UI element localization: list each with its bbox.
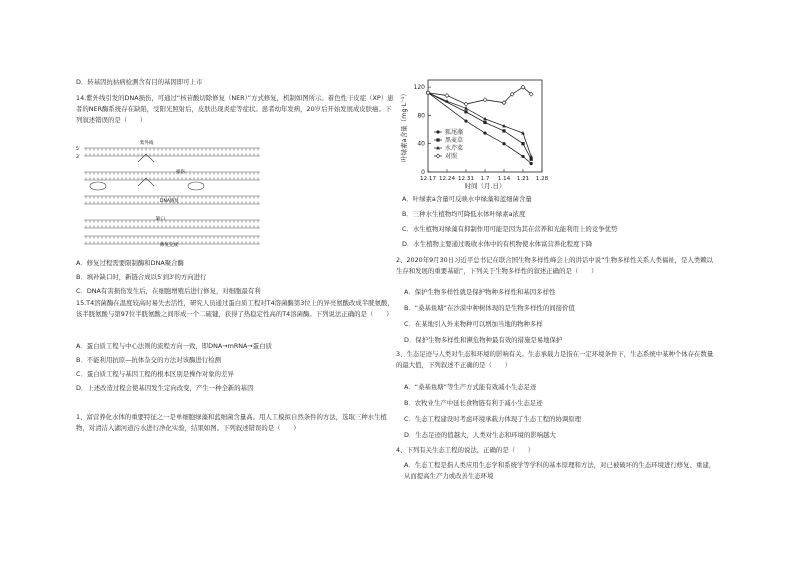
chlorophyll-chart xyxy=(394,72,554,192)
q15-option-b: B．不能利用抗原—抗体杂交的方法对该酶进行检测 xyxy=(76,356,221,364)
lesion-label: 损伤 xyxy=(176,170,185,175)
x-tick-label: 12.31 xyxy=(457,176,475,182)
repair-label: DNA修复 xyxy=(160,199,179,204)
enzyme-blob-left xyxy=(90,182,106,190)
ner-repair-diagram xyxy=(76,140,266,252)
data-point xyxy=(521,142,524,145)
x-tick-label: 1.14 xyxy=(497,176,511,182)
repair-complete-label: 修复完成 xyxy=(160,243,178,248)
data-point xyxy=(530,158,533,161)
q3-option-a: A．“桑基鱼塘”等生产方式能有效减小生态足迹 xyxy=(404,383,537,391)
q1-option-a: A．叶绿素a含量可反映水中绿藻和蓝细菌含量 xyxy=(402,195,532,203)
data-point xyxy=(530,162,533,165)
dna-strand-group xyxy=(84,148,260,244)
legend-label: 狐尾藻 xyxy=(445,129,464,136)
series-line xyxy=(428,93,531,157)
question-3-stem: 3、生态足迹与人类对生态和环境的影响有关。生态承载力是指在一定环境条件下，生态系统中某种个体存在数量的最大值，下列叙述不正确的是（ ） xyxy=(396,350,714,369)
y-tick-label: 80 xyxy=(417,112,425,120)
legend-label: 对照 xyxy=(445,153,458,160)
question-2-stem: 2、2020年9月30日习近平总书记在联合国生物多样性峰会上的讲话中说“生物多样性关系人类福祉，是人类赖以生存和发展的重要基础”，下列关于生物多样性的叙述正确的是（ ） xyxy=(396,256,714,275)
series-line xyxy=(428,87,531,104)
q15-option-c: C．蛋白质工程与基因工程的根本区别是操作对象的差异 xyxy=(76,370,234,378)
question-14-stem: 14.紫外线引发的DNA损伤，可通过“核苷酸切除修复（NER）”方式修复，机制如图所示。着色性干皮症（XP）患者的NER酶系统存在缺陷，受阳光照射后，皮肤出现炎症等症状。患者幼年发病，20岁后开始发展成皮肤癌。下列叙述错误的是（ ） xyxy=(76,94,394,124)
q14-option-a: A．修复过程需要限制酶和DNA聚合酶 xyxy=(76,259,184,267)
series-line xyxy=(428,93,531,160)
enzyme-blob-right xyxy=(188,182,204,190)
data-point xyxy=(436,138,439,141)
data-point xyxy=(464,102,468,106)
data-point xyxy=(464,119,467,122)
q14-option-b: B．填补缺口时，新链合成以5′到3′的方向进行 xyxy=(76,273,207,281)
q3-option-c: C．生态工程建设时考虑环境承载力体现了生态工程的协调原理 xyxy=(404,415,582,423)
q1-option-d: D．水生植物主要通过吸收水体中的有机物使水体富营养化程度下降 xyxy=(402,240,593,248)
q3-option-b: B．农牧业生产中延长食物链有利于减小生态足迹 xyxy=(404,399,543,407)
data-point xyxy=(502,142,505,145)
x-tick-label: 1.7 xyxy=(480,176,490,182)
x-tick-label: 12.17 xyxy=(419,176,437,182)
data-point xyxy=(483,131,486,134)
uv-damage-label: 紫外线 xyxy=(140,141,154,146)
series-line xyxy=(428,93,531,164)
question-15-stem: 15.T4溶菌酶在温度较高时易失去活性，研究人员通过蛋白质工程对T4溶菌酶第3位上的异亮氨酸改成半胱氨酸，该半胱氨酸与第97位半胱氨酸之间形成一个二硫键，获得了热稳定性高的T4溶菌酶。下列说法正确的是（ ） xyxy=(76,299,394,318)
dna-5-prime-label: 5′ xyxy=(76,147,80,152)
x-tick-label: 1.28 xyxy=(535,176,549,182)
q4-option-a: A．生态工程是指人类应用生态学和系统学等学科的基本原理和方法，对已被破坏的生态环境进行修复、重建，从而提高生产力或改善生态环境 xyxy=(404,461,716,480)
q2-option-c: C．在某地引入外来物种可以增加当地的物种多样 xyxy=(404,320,543,328)
gap-label: 缺口 xyxy=(156,217,165,222)
q15-option-d: D．上述改造过程会使基因发生定向改变，产生一种全新的基因 xyxy=(76,384,254,392)
prev-option-d: D．转基因抗枯病检测含有目的基因即可上市 xyxy=(76,78,203,86)
question-4-stem: 4、下列有关生态工程的说法，正确的是（ ） xyxy=(396,446,535,454)
legend-label: 黑麦草 xyxy=(445,137,464,144)
data-point xyxy=(436,130,439,133)
q1-option-c: C．水生植物对绿藻有抑制作用可能是因为其在营养和光能利用上的竞争优势 xyxy=(402,225,618,233)
x-axis-label: 时间（月.日） xyxy=(464,182,506,190)
q14-option-c: C．DNA有害损伤发生后，在细胞增殖后进行修复，对细胞最有利 xyxy=(76,287,261,295)
q15-option-a: A．蛋白质工程与中心法则的流程方向一致，即DNA→mRNA→蛋白质 xyxy=(76,342,272,350)
q2-option-a: A．保护生物多样性就是保护物种多样性和基因多样性 xyxy=(404,288,556,296)
question-1-stem: 1、富营养化水体的重要特征之一是单细胞绿藻和蓝细菌含量高。用人工模拟自然条件的方法，选取三种水生植物，对清洁入湖河道污水进行净化实验，结果如图。下列叙述错误的是（ ） xyxy=(76,413,387,432)
x-tick-label: 1.21 xyxy=(516,176,530,182)
dna-3-prime-label: 3′ xyxy=(76,155,80,160)
y-tick-label: 0 xyxy=(421,169,425,176)
data-point xyxy=(502,129,505,132)
data-point xyxy=(464,110,467,113)
data-point xyxy=(483,98,487,102)
q2-option-d: D．保护生物多样性和濒危物种最有效的措施是易地保护 xyxy=(404,336,563,344)
legend-label: 水芹菜 xyxy=(445,145,464,152)
data-point xyxy=(483,121,486,124)
q1-option-b: B．三种水生植物均可降低水体叶绿素a浓度 xyxy=(402,210,526,218)
y-tick-label: 40 xyxy=(417,140,425,148)
data-point xyxy=(445,94,449,98)
data-point xyxy=(521,155,524,158)
q2-option-b: B．“桑基鱼塘”在沙漠中种树体现的是生物多样性的间接价值 xyxy=(404,304,575,312)
y-axis-label: 叶绿素a含量（mg·L⁻¹） xyxy=(400,90,408,162)
q3-option-d: D．生态足迹的值越大，人类对生态和环境的影响越大 xyxy=(404,431,556,439)
y-tick-label: 120 xyxy=(413,84,425,92)
x-tick-label: 12.24 xyxy=(438,176,456,182)
data-point xyxy=(436,154,440,158)
